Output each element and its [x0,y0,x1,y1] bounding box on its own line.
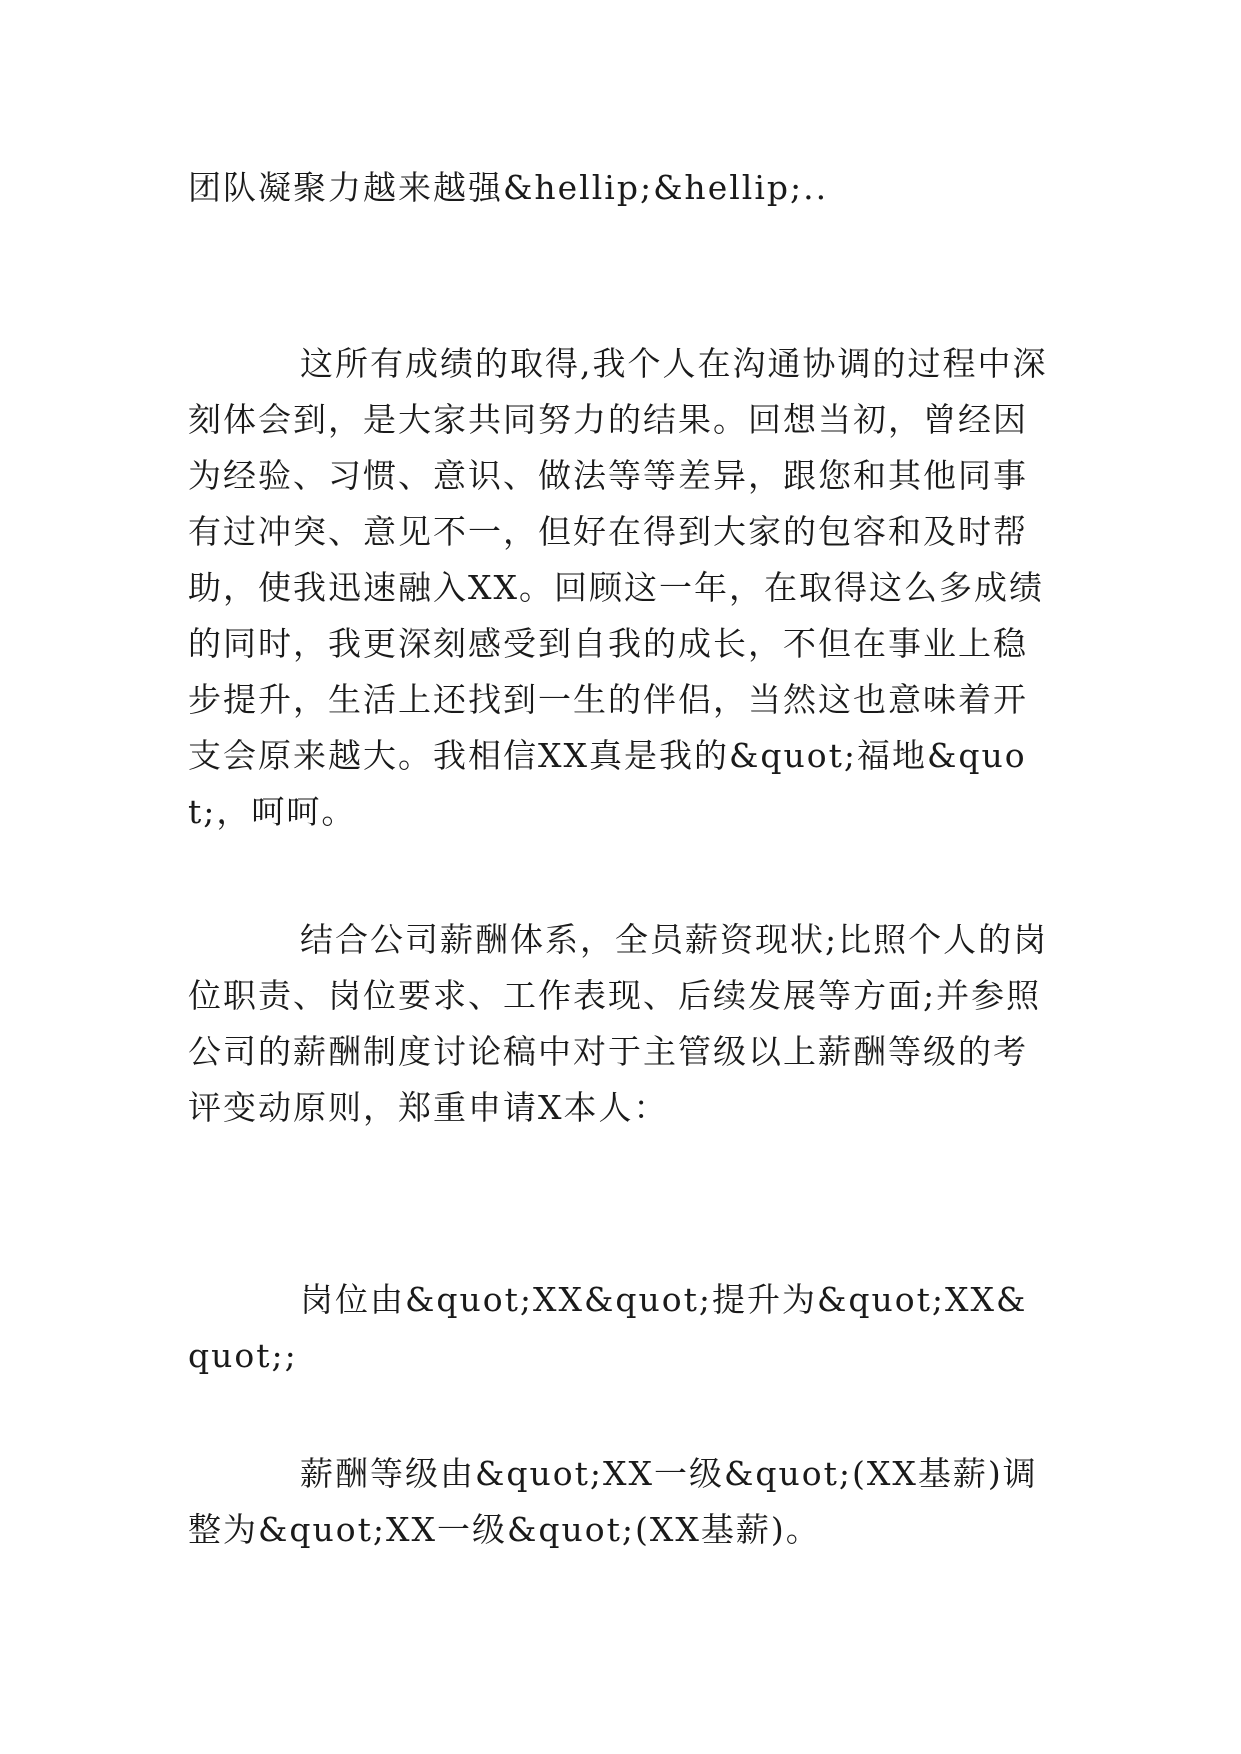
paragraph-position-change: 岗位由&quot;XX&quot;提升为&quot;XX&quot;; [188,1280,1028,1375]
paragraph-team-cohesion: 团队凝聚力越来越强&hellip;&hellip;.. [188,168,829,207]
paragraph-salary-grade-change: 薪酬等级由&quot;XX一级&quot;(XX基薪)调整为&quot;XX一级&quot;(XX基薪)。 [188,1454,1038,1549]
paragraph-achievements: 这所有成绩的取得,我个人在沟通协调的过程中深刻体会到，是大家共同努力的结果。回想当初，曾经因为经验、习惯、意识、做法等等差异，跟您和其他同事有过冲突、意见不一，但好在得到大家的包容和及时帮助，使我迅速融入XX。回顾这一年，在取得这么多成绩的同时，我更深刻感受到自我的成长，不但在事业上稳步提升，生活上还找到一生的伴侣，当然这也意味着开支会原来越大。我相信XX真是我的&quot;福地&quot;，呵呵。 [188,344,1048,831]
paragraph-salary-request: 结合公司薪酬体系，全员薪资现状;比照个人的岗位职责、岗位要求、工作表现、后续发展等方面;并参照公司的薪酬制度讨论稿中对于主管级以上薪酬等级的考评变动原则，郑重申请X本人： [188,920,1049,1127]
